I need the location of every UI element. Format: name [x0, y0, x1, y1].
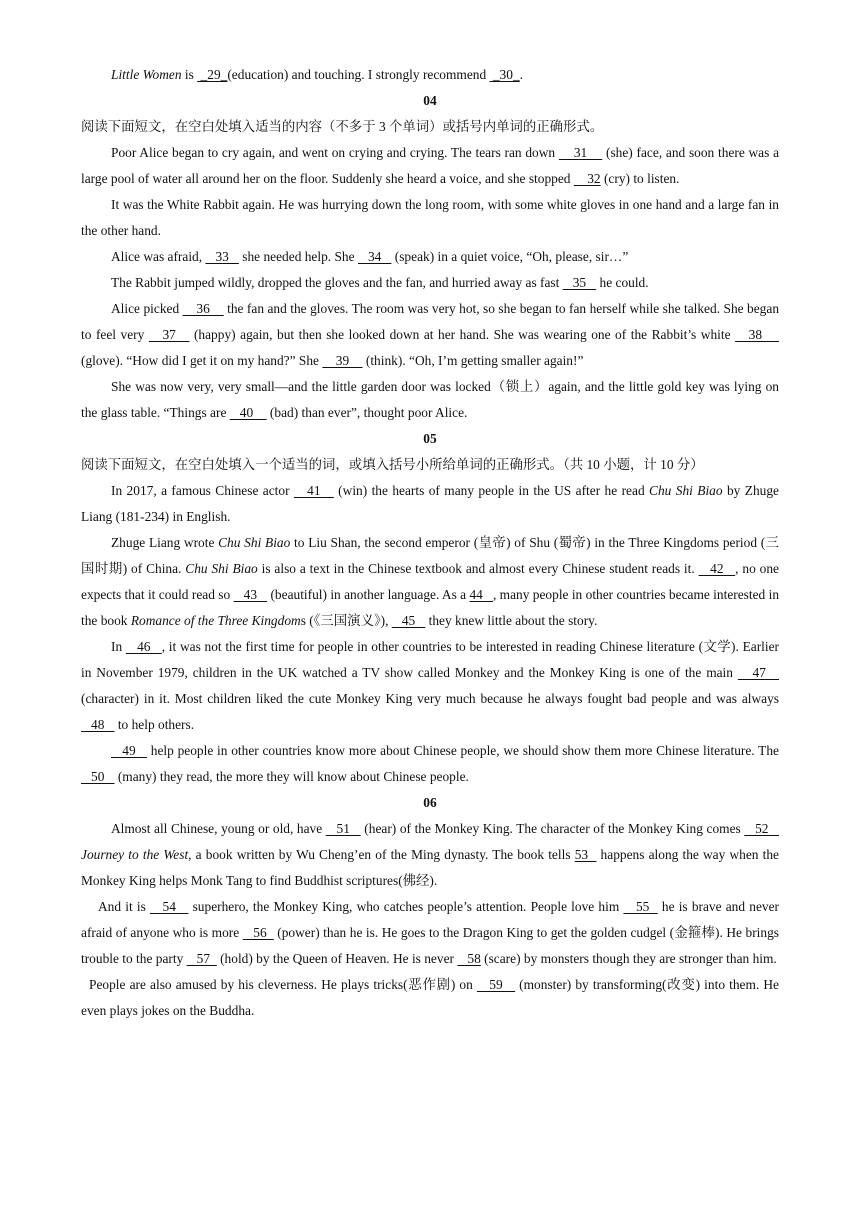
- blank-30[interactable]: _30_: [489, 67, 520, 82]
- blank-48[interactable]: 48: [81, 717, 115, 732]
- blank-35[interactable]: 35: [562, 275, 597, 290]
- blank-37[interactable]: 37: [148, 327, 190, 342]
- blank-45[interactable]: 45: [391, 613, 426, 628]
- paragraph-04-4: The Rabbit jumped wildly, dropped the gloves and the fan, and hurried away as fast 35 he could.: [111, 275, 649, 290]
- blank-58[interactable]: 58: [457, 951, 481, 966]
- blank-49[interactable]: 49: [111, 743, 147, 758]
- blank-36[interactable]: 36: [182, 301, 224, 316]
- blank-42[interactable]: 42: [698, 561, 736, 576]
- blank-46[interactable]: 46: [125, 639, 162, 654]
- section-title-06: 06: [423, 795, 437, 810]
- blank-52[interactable]: 52: [744, 821, 779, 836]
- blank-29[interactable]: _29_: [197, 67, 228, 82]
- blank-47[interactable]: 47: [737, 665, 779, 680]
- instruction-05: 阅读下面短文，在空白处填入一个适当的词，或填入括号小所给单词的正确形式。（共 10 小题，计 10 分）: [81, 457, 704, 472]
- blank-56[interactable]: 56: [242, 925, 274, 940]
- blank-32[interactable]: 32: [573, 171, 601, 186]
- instruction-04: 阅读下面短文，在空白处填入适当的内容（不多于 3 个单词）或括号内单词的正确形式。: [81, 119, 604, 134]
- paragraph-04-5: Alice picked 36 the fan and the gloves. The room was very hot, so she began to fan herself while she talked. She began to feel very 37 (happy) again, but then she looked down at her hand. She was wearing one of the Rabbit’s white 38 (glove). “How did I get it on my hand?” She 39 (think). “Oh, I’m getting smaller again!”: [81, 301, 780, 368]
- blank-55[interactable]: 55: [623, 899, 658, 914]
- blank-38[interactable]: 38: [735, 327, 779, 342]
- paragraph-05-2: Zhuge Liang wrote Chu Shi Biao to Liu Shan, the second emperor (皇帝) of Shu (蜀帝) in the Three Kingdoms period (三国时期) of China. Chu Shi Biao is also a text in the Chinese textbook and almost every Chinese student reads it. 42 , no one expects that it could read so 43 (beautiful) in another language. As a 44 , many people in other countries became interested in the book Romance of the Three Kingdoms (《三国演义》), 45 they knew little about the story.: [81, 535, 780, 628]
- blank-34[interactable]: 34: [357, 249, 392, 264]
- paragraph-06-2: And it is 54 superhero, the Monkey King, who catches people’s attention. People love him 55 he is brave and never afraid of anyone who is more 56 (power) than he is. He goes to the Dragon King to get the golden cudgel (金箍棒). He brings trouble to the party 57 (hold) by the Queen of Heaven. He is never 58 (scare) by monsters though they are stronger than him.: [81, 899, 779, 966]
- blank-39[interactable]: 39: [322, 353, 363, 368]
- blank-57[interactable]: 57: [186, 951, 217, 966]
- section-title-05: 05: [423, 431, 437, 446]
- paragraph-06-1: Almost all Chinese, young or old, have 51 (hear) of the Monkey King. The character of the Monkey King comes 52 Journey to the West, a book written by Wu Cheng’en of the Ming dynasty. The book tells 53 happens along the way when the Monkey King helps Monk Tang to find Buddhist scriptures(佛经).: [81, 821, 779, 888]
- blank-51[interactable]: 51: [325, 821, 361, 836]
- paragraph-04-3: Alice was afraid, 33 she needed help. She 34 (speak) in a quiet voice, “Oh, please, sir…”: [111, 249, 629, 264]
- paragraph-05-4: 49 help people in other countries know more about Chinese people, we should show them more Chinese literature. The 50 (many) they read, the more they will know about Chinese people.: [81, 743, 779, 784]
- paragraph-04-2: It was the White Rabbit again. He was hurrying down the long room, with some white gloves in one hand and a large fan in the other hand.: [81, 197, 779, 238]
- paragraph-06-3: People are also amused by his cleverness. He plays tricks(恶作剧) on 59 (monster) by transforming(改变) into them. He even plays jokes on the Buddha.: [81, 977, 779, 1018]
- blank-59[interactable]: 59: [476, 977, 516, 992]
- paragraph-03-end: Little Women is _29_(education) and touching. I strongly recommend _30_.: [111, 67, 524, 82]
- section-title-04: 04: [423, 93, 437, 108]
- paragraph-05-1: In 2017, a famous Chinese actor 41 (win) the hearts of many people in the US after he read Chu Shi Biao by Zhuge Liang (181-234) in English.: [81, 483, 779, 524]
- paragraph-04-6: She was now very, very small—and the little garden door was locked（锁上）again, and the little gold key was lying on the glass table. “Things are 40 (bad) than ever”, thought poor Alice.: [81, 379, 779, 420]
- paragraph-05-3: In 46 , it was not the first time for people in other countries to be interested in reading Chinese literature (文学). Earlier in November 1979, children in the UK watched a TV show called Monkey and the Monkey King is one of the main 47 (character) in it. Most children liked the cute Monkey King very much because he always fought bad people and was always 48 to help others.: [81, 639, 779, 732]
- paragraph-04-1: Poor Alice began to cry again, and went on crying and crying. The tears ran down 31 (she) face, and soon there was a large pool of water all around her on the floor. Suddenly she heard a voice, and she stopped 32 (cry) to listen.: [81, 145, 780, 186]
- blank-31[interactable]: 31: [558, 145, 603, 160]
- blank-54[interactable]: 54: [149, 899, 189, 914]
- document-body: [81, 62, 779, 1024]
- blank-40[interactable]: 40: [229, 405, 267, 420]
- blank-53[interactable]: 53: [574, 847, 597, 862]
- blank-44[interactable]: 44: [469, 587, 493, 602]
- blank-50[interactable]: 50: [81, 769, 115, 784]
- blank-43[interactable]: 43: [233, 587, 268, 602]
- blank-41[interactable]: 41: [293, 483, 334, 498]
- blank-33[interactable]: 33: [205, 249, 239, 264]
